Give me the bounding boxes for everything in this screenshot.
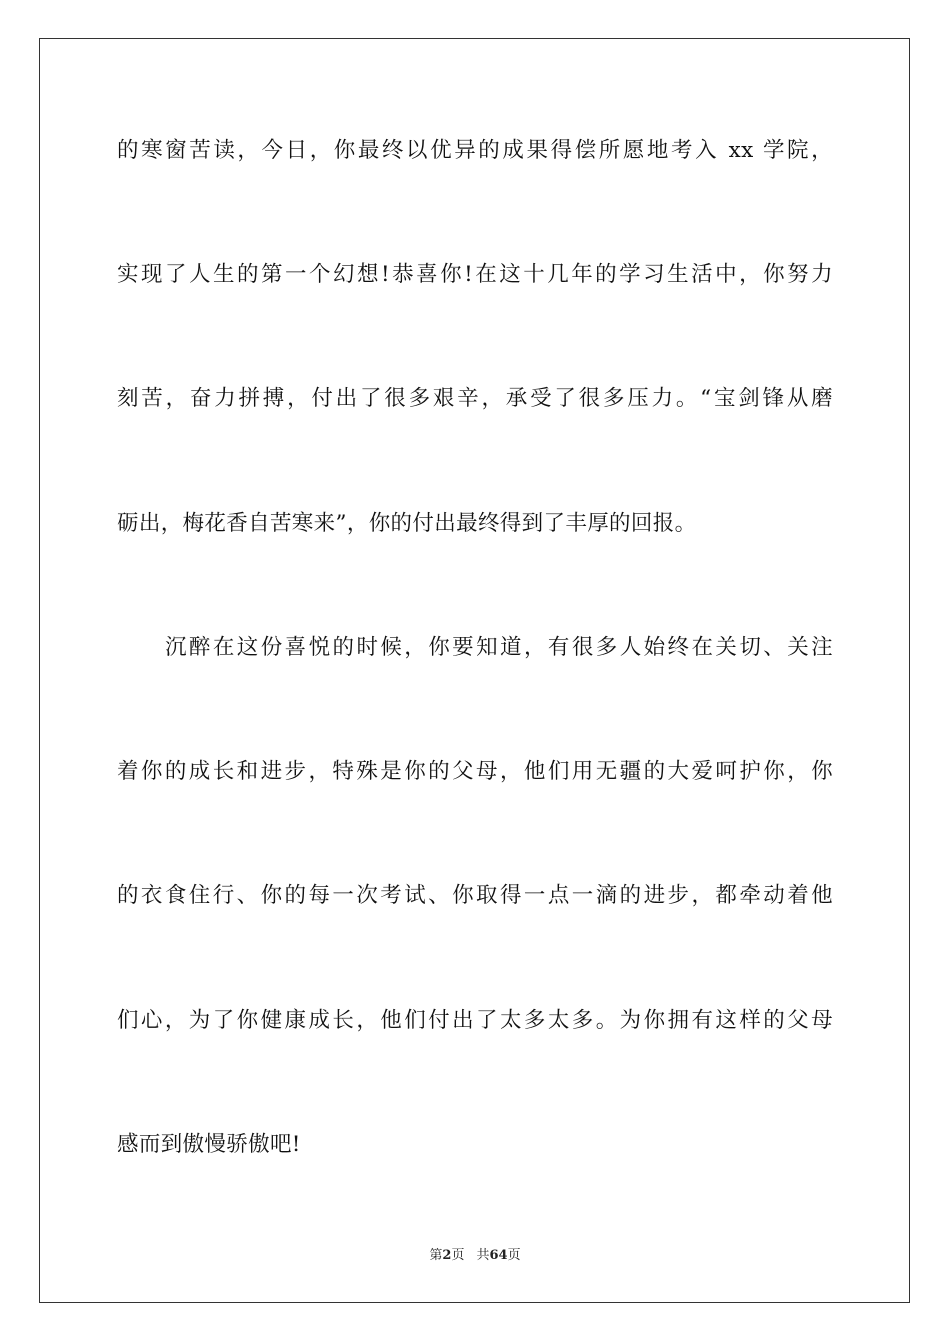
body-text-line-6: 着你的成长和进步，特殊是你的父母，他们用无疆的大爱呵护你，你 (117, 759, 833, 784)
page-number-suffix: 页 (451, 1248, 465, 1263)
page-footer (0, 1247, 950, 1265)
body-text-line-2: 实现了人生的第一个幻想!恭喜你!在这十几年的学习生活中，你努力 (117, 262, 833, 287)
page-number: 2 (442, 1248, 452, 1263)
total-pages: 64 (489, 1248, 508, 1263)
total-pages-suffix: 页 (507, 1248, 521, 1263)
body-text-line-1: 的寒窗苦读，今日，你最终以优异的成果得偿所愿地考入 xx 学院， (117, 138, 833, 163)
body-text-line-4: 砺出，梅花香自苦寒来”，你的付出最终得到了丰厚的回报。 (117, 511, 697, 536)
body-text-line-7: 的衣食住行、你的每一次考试、你取得一点一滴的进步，都牵动着他 (117, 883, 833, 908)
body-text-line-9: 感而到傲慢骄傲吧! (117, 1132, 301, 1157)
body-text-line-5: 沉醉在这份喜悦的时候，你要知道，有很多人始终在关切、关注 (165, 635, 833, 660)
page-number-prefix: 第 (429, 1248, 443, 1263)
body-text-line-3: 刻苦，奋力拼搏，付出了很多艰辛，承受了很多压力。“宝剑锋从磨 (117, 386, 833, 411)
total-pages-prefix: 共 (476, 1248, 490, 1263)
page-border (39, 38, 910, 1303)
body-text-line-8: 们心，为了你健康成长，他们付出了太多太多。为你拥有这样的父母 (117, 1008, 833, 1033)
